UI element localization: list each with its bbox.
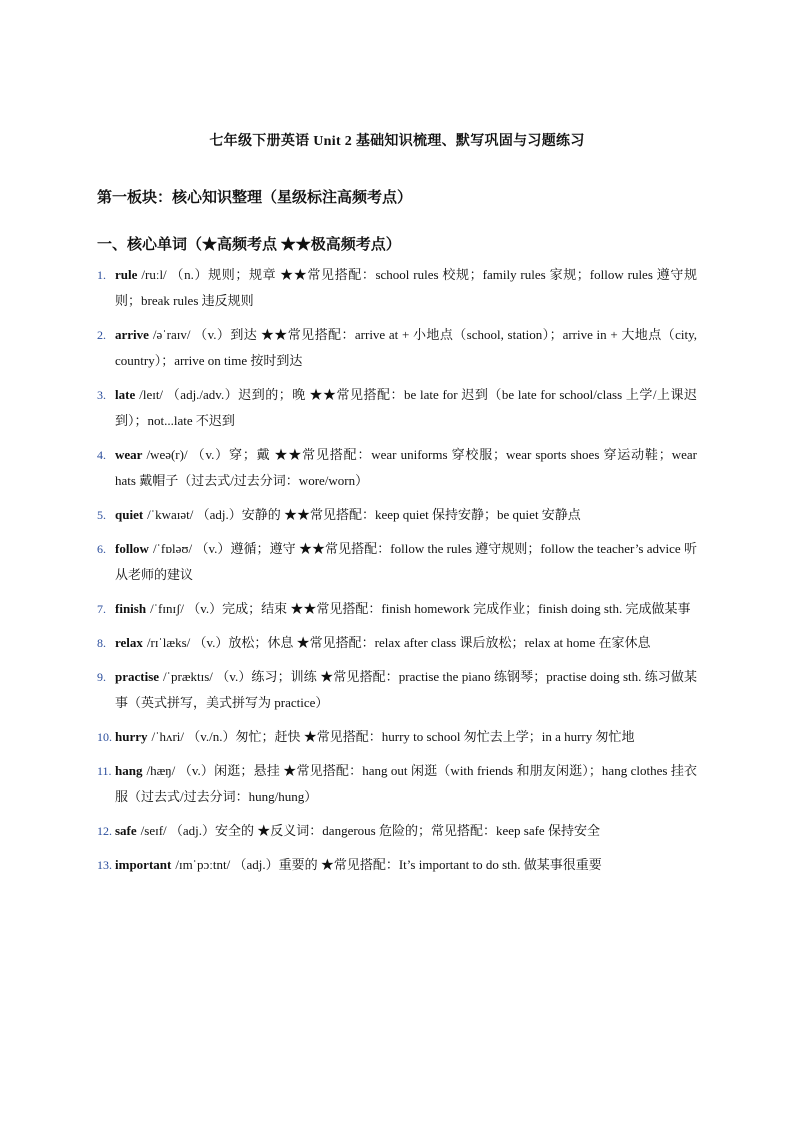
vocab-detail: /ˈhʌri/ （v./n.）匆忙；赶快 ★常见搭配：hurry to school 匆忙去上学；in a hurry 匆忙地 xyxy=(151,729,635,744)
vocab-detail: /ɪmˈpɔːtnt/ （adj.）重要的 ★常见搭配：It’s important to do sth. 做某事很重要 xyxy=(175,857,602,872)
vocab-detail: /ruːl/ （n.）规则；规章 ★★常见搭配：school rules 校规；family rules 家规；follow rules 遵守规则；break rules 违反规则 xyxy=(115,267,697,308)
item-number: 1. xyxy=(97,268,106,282)
vocab-word: important xyxy=(115,857,172,872)
vocab-item-safe xyxy=(97,818,697,844)
item-number: 6. xyxy=(97,542,106,556)
vocab-detail: /ˈfɪnɪʃ/ （v.）完成；结束 ★★常见搭配：finish homework 完成作业；finish doing sth. 完成做某事 xyxy=(150,601,691,616)
vocab-word: late xyxy=(115,387,136,402)
vocab-word: rule xyxy=(115,267,138,282)
vocab-word: arrive xyxy=(115,327,149,342)
vocab-item-arrive xyxy=(97,322,697,374)
vocab-word: hang xyxy=(115,763,143,778)
vocab-item-important xyxy=(97,852,697,878)
vocab-item-relax xyxy=(97,630,697,656)
vocab-detail: /ˈkwaɪət/ （adj.）安静的 ★★常见搭配：keep quiet 保持安静；be quiet 安静点 xyxy=(147,507,581,522)
vocab-item-hurry xyxy=(97,724,697,750)
document-title: 七年级下册英语 Unit 2 基础知识梳理、默写巩固与习题练习 xyxy=(209,134,585,149)
vocab-detail: /ˈfɒləʊ/ （v.）遵循；遵守 ★★常见搭配：follow the rules 遵守规则；follow the teacher’s advice 听从老师的建议 xyxy=(115,541,697,582)
vocab-item-hang xyxy=(97,758,697,810)
vocab-detail: /weə(r)/ （v.）穿；戴 ★★常见搭配：wear uniforms 穿校服；wear sports shoes 穿运动鞋；wear hats 戴帽子（过去式/过去分词：wore/worn） xyxy=(115,447,697,488)
vocab-detail: /leɪt/ （adj./adv.）迟到的；晚 ★★常见搭配：be late for 迟到（be late for school/class 上学/上课迟到）；not...late 不迟到 xyxy=(115,387,697,428)
vocab-item-rule xyxy=(97,262,697,314)
item-number: 2. xyxy=(97,328,106,342)
item-number: 9. xyxy=(97,670,106,684)
item-number: 5. xyxy=(97,508,106,522)
vocab-word: practise xyxy=(115,669,160,684)
item-number: 8. xyxy=(97,636,106,650)
vocab-item-late xyxy=(97,382,697,434)
vocab-item-quiet xyxy=(97,502,697,528)
vocab-detail: /rɪˈlæks/ （v.）放松；休息 ★常见搭配：relax after class 课后放松；relax at home 在家休息 xyxy=(146,635,651,650)
vocab-detail: /əˈraɪv/ （v.）到达 ★★常见搭配：arrive at + 小地点（school, station）；arrive in + 大地点（city, country）；arrive on time 按时到达 xyxy=(115,327,697,368)
vocab-word: finish xyxy=(115,601,147,616)
item-number: 10. xyxy=(97,730,112,744)
vocab-item-finish xyxy=(97,596,697,622)
item-number: 13. xyxy=(97,858,112,872)
vocab-word: relax xyxy=(115,635,143,650)
section-heading: 第一板块：核心知识整理（星级标注高频考点） xyxy=(97,190,413,206)
vocab-word: wear xyxy=(115,447,143,462)
vocab-word: hurry xyxy=(115,729,148,744)
vocab-detail: /hæŋ/ （v.）闲逛；悬挂 ★常见搭配：hang out 闲逛（with friends 和朋友闲逛）；hang clothes 挂衣服（过去式/过去分词：hung/hung） xyxy=(115,763,697,804)
vocab-word: follow xyxy=(115,541,149,556)
vocab-item-follow xyxy=(97,536,697,588)
vocab-item-wear xyxy=(97,442,697,494)
vocab-item-practise xyxy=(97,664,697,716)
item-number: 11. xyxy=(97,764,112,778)
item-number: 7. xyxy=(97,602,106,616)
vocab-word: quiet xyxy=(115,507,144,522)
subsection-heading: 一、核心单词（★高频考点 ★★极高频考点） xyxy=(97,237,401,253)
item-number: 3. xyxy=(97,388,106,402)
vocab-detail: /seɪf/ （adj.）安全的 ★反义词：dangerous 危险的；常见搭配：keep safe 保持安全 xyxy=(140,823,600,838)
vocab-detail: /ˈpræktɪs/ （v.）练习；训练 ★常见搭配：practise the piano 练钢琴；practise doing sth. 练习做某事（英式拼写，美式拼写为 practice） xyxy=(115,669,697,710)
item-number: 12. xyxy=(97,824,112,838)
vocab-word: safe xyxy=(115,823,137,838)
vocabulary-list xyxy=(97,262,697,886)
item-number: 4. xyxy=(97,448,106,462)
